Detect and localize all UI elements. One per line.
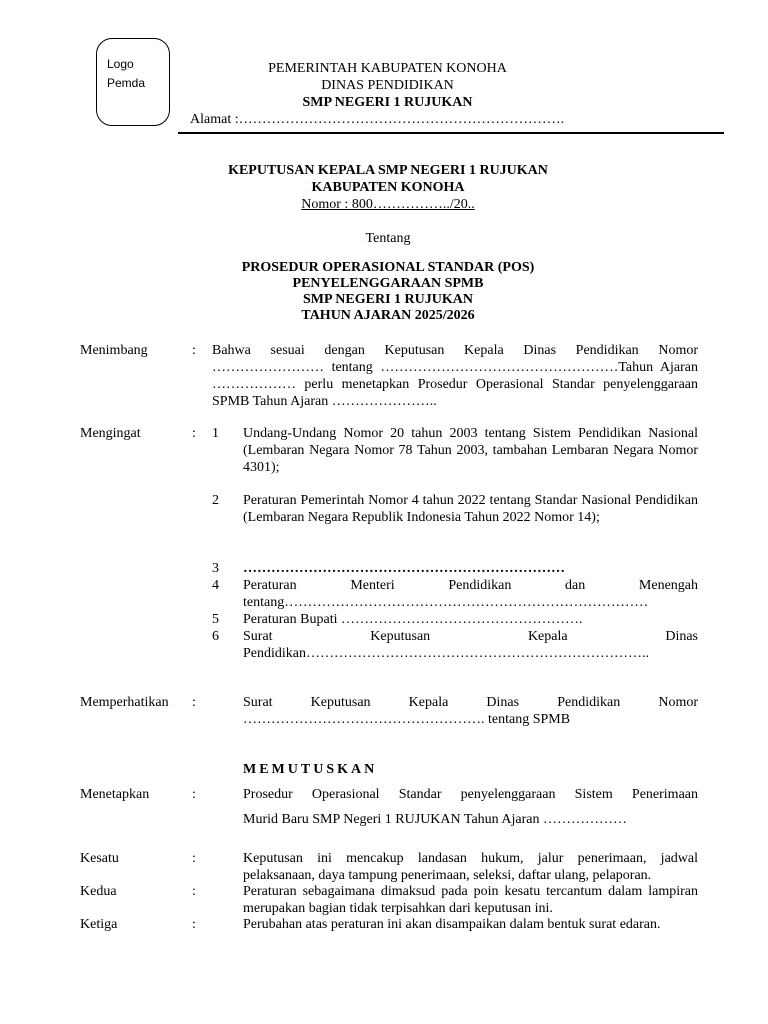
letterhead-school: SMP NEGERI 1 RUJUKAN — [302, 95, 473, 110]
ketiga-colon: : — [192, 917, 196, 932]
letterhead-government: PEMERINTAH KABUPATEN KONOHA — [268, 61, 507, 76]
logo-label-line2: Pemda — [107, 76, 146, 90]
letterhead-department: DINAS PENDIDIKAN — [321, 78, 454, 93]
memperhatikan-text: Surat Keputusan Kepala Dinas Pendidikan Nomor ……………………………………………. tentang SPMB — [243, 695, 698, 727]
kesatu-colon: : — [192, 851, 196, 866]
mengingat-item-number: 1 — [212, 426, 219, 441]
ketiga-label: Ketiga — [80, 917, 118, 932]
subject-line4: TAHUN AJARAN 2025/2026 — [301, 308, 475, 323]
tentang-label: Tentang — [365, 231, 411, 246]
kesatu-label: Kesatu — [80, 851, 119, 866]
mengingat-colon: : — [192, 426, 196, 441]
menetapkan-line2: Murid Baru SMP Negeri 1 RUJUKAN Tahun Ajaran ……………… — [243, 812, 627, 827]
mengingat-label: Mengingat — [80, 426, 141, 441]
menetapkan-line1: Prosedur Operasional Standar penyelenggaraan Sistem Penerimaan — [243, 787, 698, 802]
subject-line3: SMP NEGERI 1 RUJUKAN — [303, 292, 473, 307]
decree-title-line1: KEPUTUSAN KEPALA SMP NEGERI 1 RUJUKAN — [228, 163, 548, 178]
menetapkan-colon: : — [192, 787, 196, 802]
mengingat-item-number: 3 — [212, 561, 219, 576]
subject-line1: PROSEDUR OPERASIONAL STANDAR (POS) — [241, 260, 535, 275]
mengingat-item-text: Surat Keputusan Kepala Dinas Pendidikan……………………………………………………………….. — [243, 629, 698, 661]
decree-title-line2: KABUPATEN KONOHA — [311, 180, 465, 195]
letterhead-divider — [178, 132, 724, 134]
mengingat-item-number: 4 — [212, 578, 219, 593]
letterhead — [190, 60, 585, 111]
mengingat-item-text: …………………………………………………………… — [243, 561, 565, 576]
decree-number: Nomor : 800……………../20.. — [301, 197, 475, 212]
mengingat-item-text: Peraturan Pemerintah Nomor 4 tahun 2022 tentang Standar Nasional Pendidikan (Lembaran Negara Republik Indonesia Tahun 2022 Nomor 14); — [243, 493, 698, 525]
letterhead-address: Alamat :……………………………………………………………. — [190, 112, 565, 127]
logo-label — [107, 55, 167, 93]
mengingat-item-number: 6 — [212, 629, 219, 644]
kedua-colon: : — [192, 884, 196, 899]
ketiga-text: Perubahan atas peraturan ini akan disampaikan dalam bentuk surat edaran. — [243, 917, 661, 932]
memperhatikan-label: Memperhatikan — [80, 695, 169, 710]
mengingat-item-text: Peraturan Menteri Pendidikan dan Menengah tentang…………………………………………………………………… — [243, 578, 698, 610]
kesatu-text: Keputusan ini mencakup landasan hukum, jalur penerimaan, jadwal pelaksanaan, daya tampung penerimaan, seleksi, daftar ulang, pelaporan. — [243, 851, 698, 883]
menimbang-text: Bahwa sesuai dengan Keputusan Kepala Dinas Pendidikan Nomor …………………… tentang ……………………………………………Tahun Ajaran ……………… perlu menetapkan Prosedur Operasional Standar penyelenggaraan SPMB Tahun Ajaran ………………….. — [212, 343, 698, 409]
mengingat-item-text: Undang-Undang Nomor 20 tahun 2003 tentang Sistem Pendidikan Nasional (Lembaran Negara Nomor 78 Tahun 2003, tambahan Lembaran Negara Nomor 4301); — [243, 426, 698, 475]
menetapkan-label: Menetapkan — [80, 787, 150, 802]
kedua-text: Peraturan sebagaimana dimaksud pada poin kesatu tercantum dalam lampiran merupakan bagian tidak terpisahkan dari keputusan ini. — [243, 884, 698, 916]
mengingat-item-text: Peraturan Bupati ……………………………………………. — [243, 612, 583, 627]
kedua-label: Kedua — [80, 884, 117, 899]
menimbang-label: Menimbang — [80, 343, 148, 358]
logo-label-line1: Logo — [107, 57, 134, 71]
mengingat-item-number: 2 — [212, 493, 219, 508]
subject-line2: PENYELENGGARAAN SPMB — [292, 276, 484, 291]
mengingat-item-number: 5 — [212, 612, 219, 627]
memperhatikan-colon: : — [192, 695, 196, 710]
menimbang-colon: : — [192, 343, 196, 358]
memutuskan-heading: MEMUTUSKAN — [243, 762, 378, 777]
